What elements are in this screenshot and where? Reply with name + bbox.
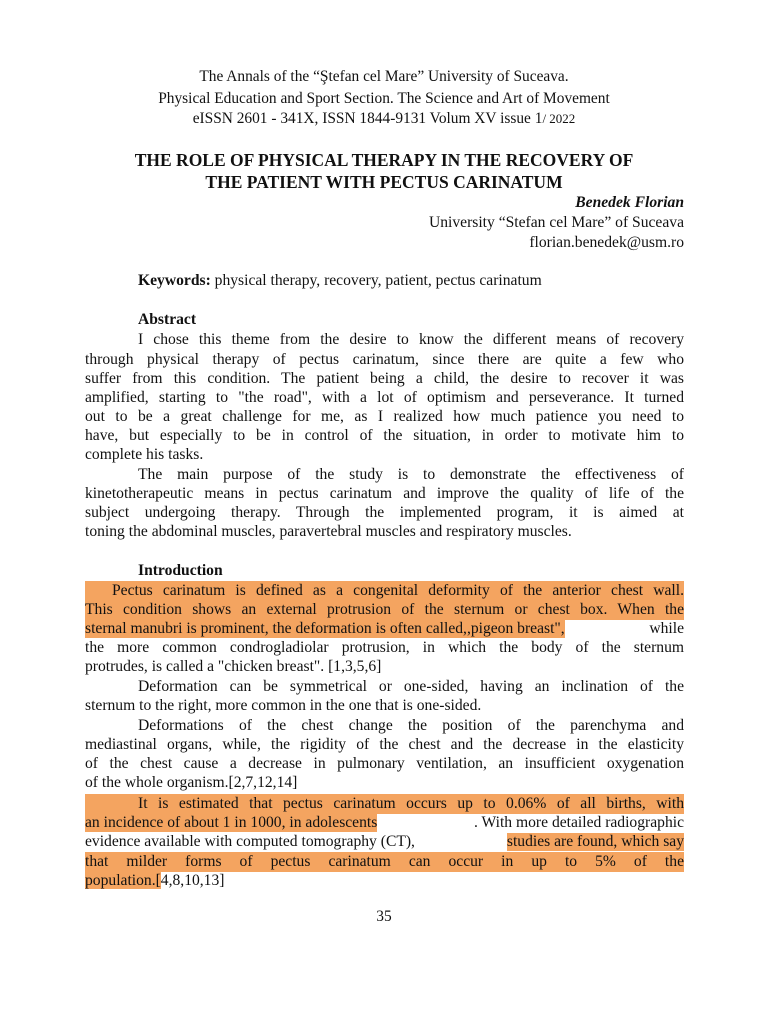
abstract-line: out to be a great challenge for me, as I realized how much patience you need to [85,408,684,425]
keywords [138,272,684,290]
intro-text: . With more detailed radiographic [474,814,684,831]
abstract-line: The main purpose of the study is to demonstrate the effectiveness of [138,466,684,483]
keywords-text: physical therapy, recovery, patient, pectus carinatum [210,272,542,289]
intro-line: Deformation can be symmetrical or one-sided, having an inclination of the [138,678,684,695]
intro-line: protrudes, is called a "chicken breast". [1,3,5,6] [85,658,382,675]
intro-line: that milder forms of pectus carinatum can occur in up to 5% of the [85,853,684,870]
abstract-line: through physical therapy of pectus carinatum, since there are quite a few who [85,351,684,368]
intro-line: This condition shows an external protrusion of the sternum or chest box. When the [85,601,684,618]
abstract-line: suffer from this condition. The patient being a child, the desire to recover it was [85,370,684,387]
intro-line: It is estimated that pectus carinatum occurs up to 0.06% of all births, with [138,795,684,812]
intro-line: of the chest cause a decrease in pulmonary ventilation, an insufficient oxygenation [85,755,684,772]
abstract-line: I chose this theme from the desire to know the different means of recovery [138,331,684,348]
intro-line: sternum to the right, more common in the one that is one-sided. [85,697,482,714]
keywords-label: Keywords: [138,272,211,289]
journal-header-line-1: The Annals of the “Ştefan cel Mare” University of Suceava. [199,68,569,85]
journal-header-line-3 [0,110,768,128]
abstract-heading: Abstract [138,311,197,328]
intro-text: evidence available with computed tomography (CT), [85,833,415,850]
paper-title-line-1: THE ROLE OF PHYSICAL THERAPY IN THE RECOVERY OF [134,150,634,170]
highlighted-text: sternal manubri is prominent, the deformation is often called,,pigeon breast", [85,620,565,637]
abstract-line: complete his tasks. [85,446,204,463]
abstract-line: toning the abdominal muscles, paravertebral muscles and respiratory muscles. [85,523,572,540]
intro-line [85,833,684,851]
highlighted-text: an incidence of about 1 in 1000, in adolescents [85,814,378,831]
introduction-heading: Introduction [138,562,223,579]
intro-line [85,872,684,890]
highlighted-text: population.[ [85,872,161,889]
issue-year: / 2022 [542,111,576,126]
intro-line: mediastinal organs, while, the rigidity of the chest and the decrease in the elasticity [85,736,684,753]
intro-line: Deformations of the chest change the position of the parenchyma and [138,717,684,734]
abstract-line: subject undergoing therapy. Through the implemented program, it is aimed at [85,504,684,521]
abstract-line: amplified, starting to "the road", with a lot of optimism and perseverance. It turned [85,389,684,406]
journal-header-line-2: Physical Education and Sport Section. The Science and Art of Movement [158,90,610,107]
abstract-line: have, but especially to be in control of the situation, in order to motivate him to [85,427,684,444]
intro-text: while [649,620,684,637]
highlighted-text: studies are found, which say [506,833,684,850]
intro-line: the more common condrogladiolar protrusion, in which the body of the sternum [85,639,684,656]
intro-line [85,814,684,832]
intro-line: of the whole organism.[2,7,12,14] [85,774,298,791]
intro-line: Pectus carinatum is defined as a congenital deformity of the anterior chest wall. [112,582,684,599]
page-number: 35 [376,908,392,925]
intro-text: 4,8,10,13] [160,872,225,889]
intro-line [85,620,684,638]
author-affiliation: University “Stefan cel Mare” of Suceava [428,214,684,231]
abstract-line: kinetotherapeutic means in pectus carinatum and improve the quality of life of the [85,485,684,502]
issn-volume: eISSN 2601 - 341X, ISSN 1844-9131 Volum XV issue 1 [192,110,543,127]
author-name: Benedek Florian [575,194,684,211]
author-email: florian.benedek@usm.ro [529,234,684,251]
paper-title-line-2: THE PATIENT WITH PECTUS CARINATUM [205,172,563,192]
